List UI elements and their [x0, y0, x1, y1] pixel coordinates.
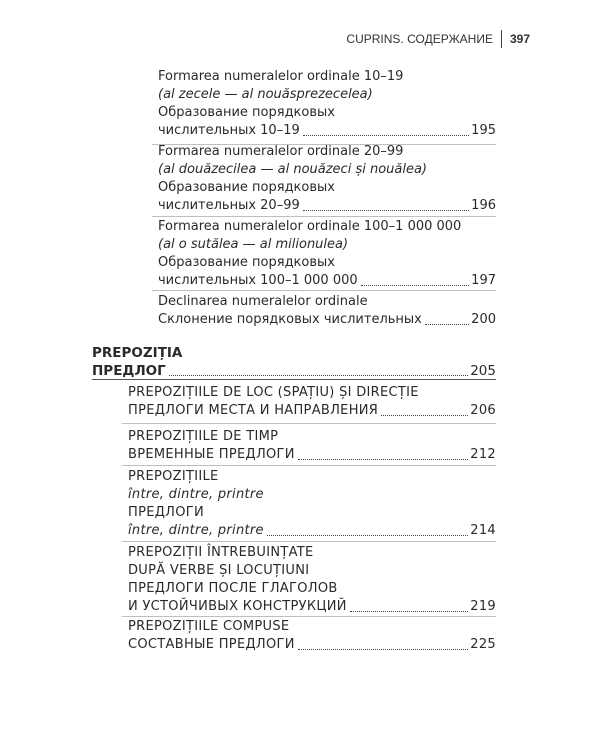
entry-page-number: 200 — [471, 312, 496, 327]
entry-title-ro: PREPOZIȚII ÎNTREBUINȚATE — [128, 545, 314, 560]
chapter-title-ru: ПРЕДЛОГ — [92, 363, 166, 379]
entry-title-ro: PREPOZIȚIILE COMPUSE — [128, 619, 290, 634]
entry-examples-ru: între, dintre, printre — [128, 523, 264, 538]
entry-title-ro: PREPOZIȚIILE — [128, 469, 219, 484]
entry-leader-line — [158, 197, 496, 215]
entry-examples: (al zecele — al nouăsprezecelea) — [158, 87, 373, 102]
toc-entry-ordinals-declension[interactable] — [158, 293, 496, 329]
entry-title-ru-end: числительных 10–19 — [158, 123, 300, 138]
entry-divider — [122, 616, 496, 617]
header-page-number: 397 — [509, 32, 530, 46]
entry-page-number: 195 — [471, 123, 496, 138]
entry-title-ru-end: Склонение порядковых числительных — [158, 312, 422, 327]
chapter-title-ro: PREPOZIȚIA — [92, 345, 183, 361]
entry-title-ru: Образование порядковых — [158, 255, 335, 270]
entry-examples: (al douăzecilea — al nouăzeci și nouălea) — [158, 162, 428, 177]
entry-title-ru-end: числительных 20–99 — [158, 198, 300, 213]
dot-leader — [361, 285, 470, 286]
entry-divider — [122, 423, 496, 424]
entry-leader-line — [128, 598, 496, 616]
entry-title-ru: ПРЕДЛОГИ ПОСЛЕ ГЛАГОЛОВ — [128, 581, 338, 596]
toc-entry-intre-dintre-printre[interactable] — [128, 468, 496, 540]
entry-title-ro: Formarea numeralelor ordinale 20–99 — [158, 144, 404, 159]
toc-entry-ordinals-100-1000000[interactable] — [158, 218, 496, 290]
dot-leader — [303, 210, 469, 211]
entry-divider — [122, 465, 496, 466]
chapter-leader-line — [92, 362, 496, 380]
entry-title-ru: Образование порядковых — [158, 180, 335, 195]
entry-page-number: 212 — [470, 447, 496, 462]
entry-title-ro-cont: DUPĂ VERBE ȘI LOCUȚIUNI — [128, 563, 310, 578]
entry-title-ru: Образование порядковых — [158, 105, 335, 120]
entry-page-number: 197 — [471, 273, 496, 288]
entry-leader-line — [128, 402, 496, 420]
entry-page-number: 206 — [470, 403, 496, 418]
header-title-ro: CUPRINS. — [346, 32, 404, 46]
entry-page-number: 219 — [470, 599, 496, 614]
entry-title-ru: СОСТАВНЫЕ ПРЕДЛОГИ — [128, 637, 295, 652]
dot-leader — [169, 375, 468, 376]
dot-leader — [298, 459, 468, 460]
entry-page-number: 214 — [470, 523, 496, 538]
entry-title-ro: Declinarea numeralelor ordinale — [158, 294, 368, 309]
entry-page-number: 196 — [471, 198, 496, 213]
chapter-page-number: 205 — [470, 363, 496, 379]
dot-leader — [267, 535, 468, 536]
toc-entry-ordinals-20-99[interactable] — [158, 143, 496, 215]
dot-leader — [425, 324, 469, 325]
entry-divider — [152, 290, 496, 291]
chapter-underline — [92, 379, 496, 380]
entry-title-ru-end: числительных 100–1 000 000 — [158, 273, 358, 288]
entry-title-ru: ВРЕМЕННЫЕ ПРЕДЛОГИ — [128, 447, 295, 462]
dot-leader — [298, 649, 469, 650]
entry-title-ro: PREPOZIȚIILE DE LOC (SPAȚIU) ȘI DIRECȚIE — [128, 385, 419, 400]
entry-page-number: 225 — [470, 637, 496, 652]
entry-leader-line — [128, 636, 496, 654]
entry-leader-line — [128, 522, 496, 540]
entry-title-ru: ПРЕДЛОГИ МЕСТА И НАПРАВЛЕНИЯ — [128, 403, 379, 418]
entry-divider — [152, 216, 496, 217]
entry-divider — [122, 541, 496, 542]
entry-title-ro: Formarea numeralelor ordinale 10–19 — [158, 69, 404, 84]
toc-entry-compound[interactable] — [128, 618, 496, 654]
running-header — [346, 30, 530, 48]
entry-title-ru-end: И УСТОЙЧИВЫХ КОНСТРУКЦИЙ — [128, 599, 347, 614]
dot-leader — [381, 415, 468, 416]
entry-examples: (al o sutălea — al milionulea) — [158, 237, 349, 252]
header-title-ru: СОДЕРЖАНИЕ — [407, 32, 493, 46]
dot-leader — [350, 611, 468, 612]
entry-title-ro: PREPOZIȚIILE DE TIMP — [128, 429, 279, 444]
toc-entry-ordinals-10-19[interactable] — [158, 68, 496, 140]
entry-title-ru: ПРЕДЛОГИ — [128, 505, 205, 520]
entry-title-ro: Formarea numeralelor ordinale 100–1 000 000 — [158, 219, 462, 234]
entry-leader-line — [158, 272, 496, 290]
entry-leader-line — [158, 122, 496, 140]
entry-leader-line — [128, 446, 496, 464]
header-separator — [501, 30, 502, 48]
toc-entry-after-verbs[interactable] — [128, 544, 496, 616]
dot-leader — [303, 135, 469, 136]
entry-examples-ro: între, dintre, printre — [128, 487, 264, 502]
toc-entry-place-direction[interactable] — [128, 384, 496, 420]
toc-chapter-preposition[interactable] — [92, 344, 496, 380]
entry-leader-line — [158, 311, 496, 329]
toc-entry-time[interactable] — [128, 428, 496, 464]
